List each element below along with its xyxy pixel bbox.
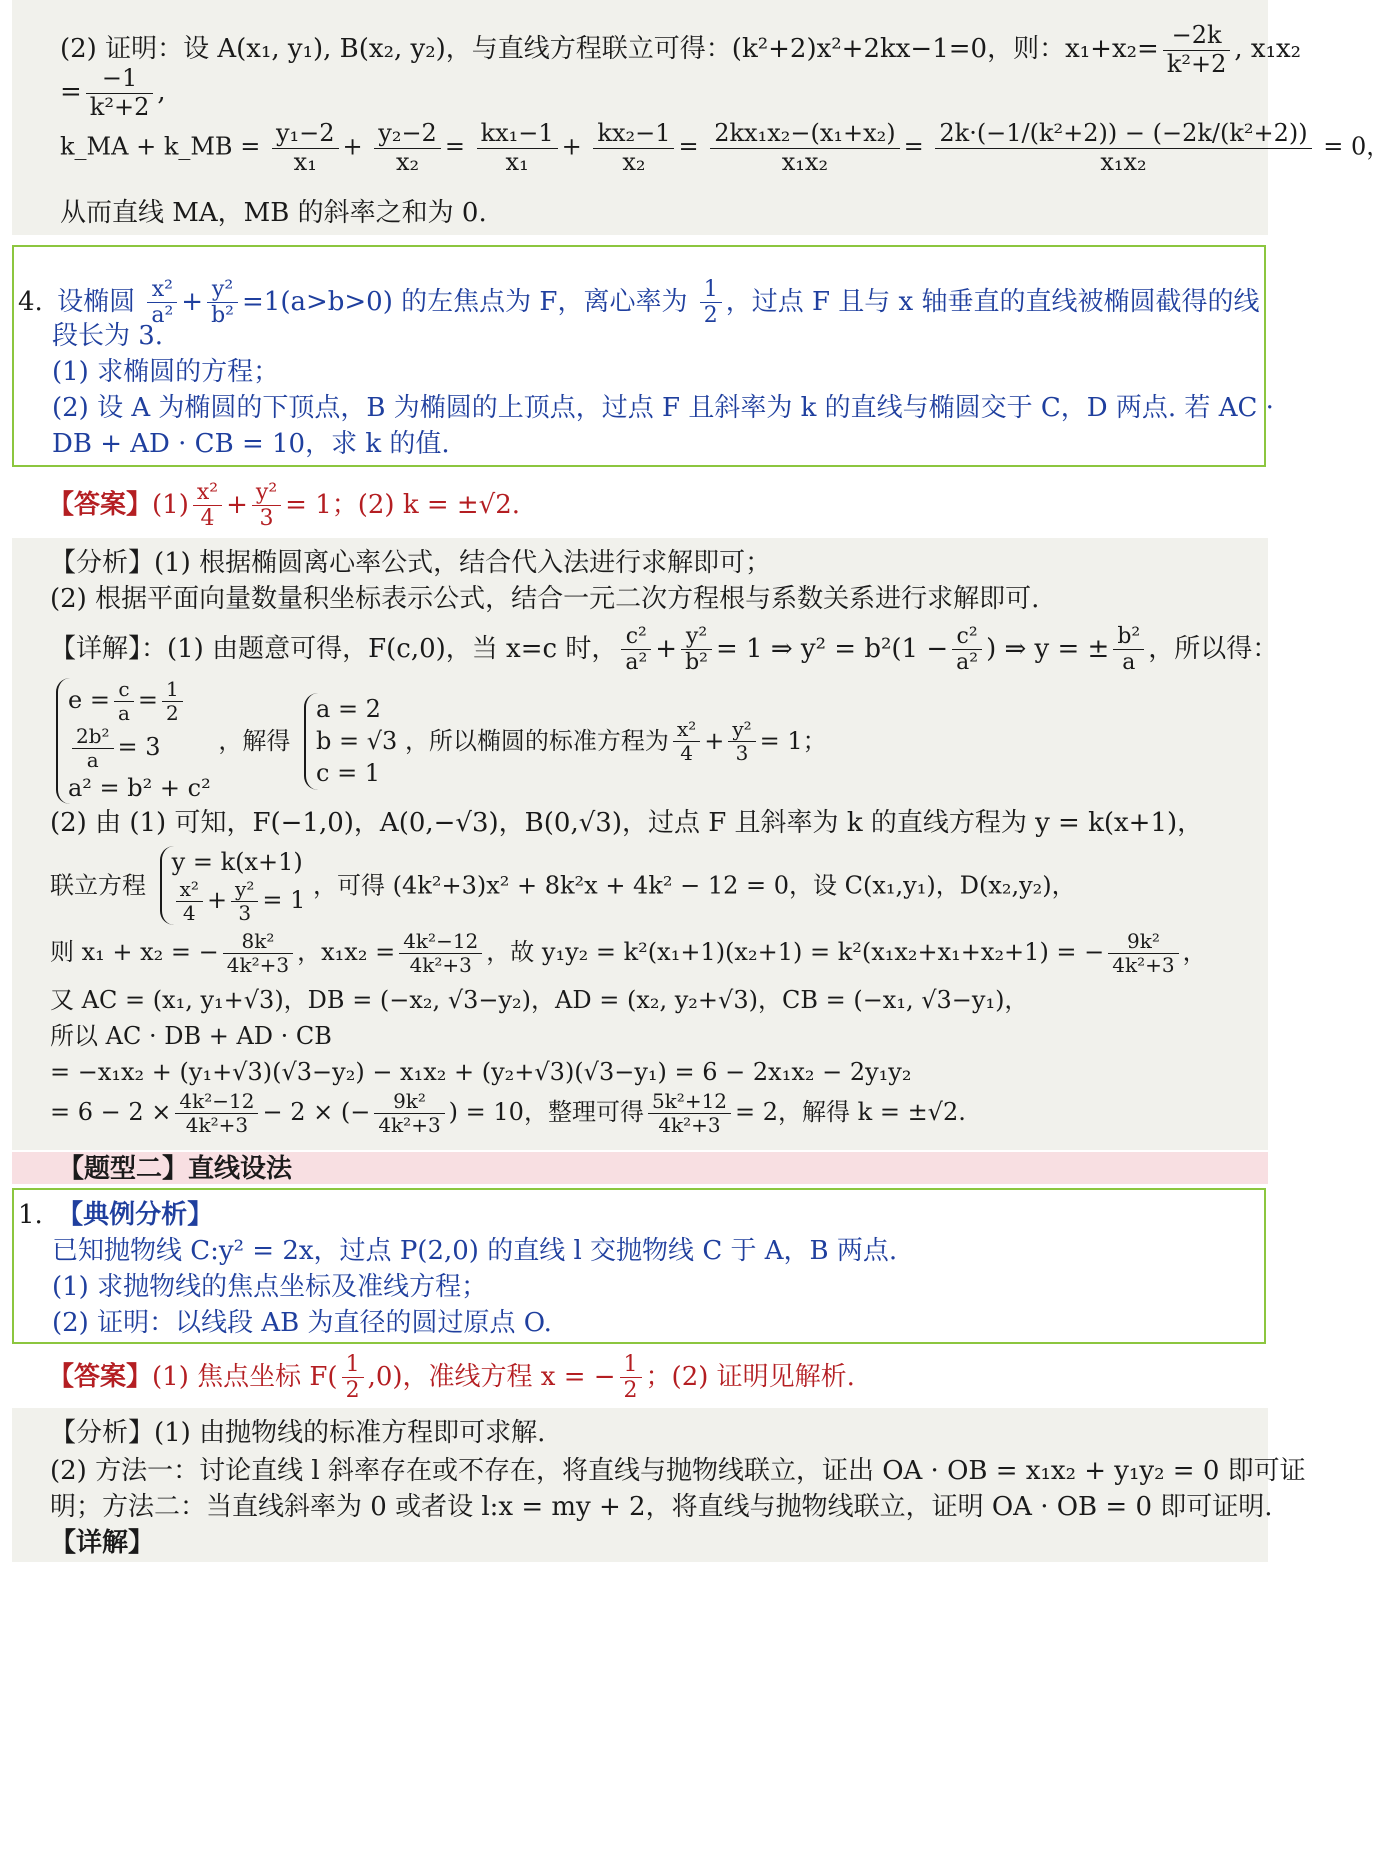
section-header xyxy=(12,1152,1268,1184)
analysis-line: (2) 方法一：讨论直线 l 斜率存在或不存在，将直线与抛物线联立，证出 OA · OB = x₁x₂ + y₁y₂ = 0 即可证 xyxy=(50,1456,1306,1486)
fraction: $\frac{\text{kx₂−1}}{\text{x₂}}$ xyxy=(593,120,674,176)
question-1-box xyxy=(12,1188,1266,1344)
equation-brace: e = $\frac{c}{a}$ = $\frac{1}{2}$ $\frac{\text{2b²}}{a}$ = 3 a² = b² + c² xyxy=(56,678,211,804)
detail-line-7: = −x₁x₂ + (y₁+√3)(√3−y₂) − x₁x₂ + (y₂+√3)(√3−y₁) = 6 − 2x₁x₂ − 2y₁y₂ xyxy=(50,1058,912,1086)
detail-line-5: 又 AC = (x₁, y₁+√3)，DB = (−x₂, √3−y₂)，AD = (x₂, y₂+√3)，CB = (−x₁, √3−y₁)， xyxy=(50,986,1029,1014)
proof-text: , x₁x₂ xyxy=(1234,34,1302,65)
answer-label: 【答案】 xyxy=(48,1361,153,1392)
question-number: 1. xyxy=(18,1200,43,1230)
question-4-line-2: 段长为 3. xyxy=(52,321,164,351)
fraction: $\frac{\text{x²}}{\text{a²}}$ xyxy=(147,277,177,329)
fraction: $\frac{-2k}{\text{k²+2}}$ xyxy=(1163,22,1231,78)
proof-conclusion: 从而直线 MA，MB 的斜率之和为 0. xyxy=(60,198,487,228)
fraction: $\frac{\text{c²}}{\text{a²}}$ xyxy=(621,624,651,676)
question-1-part-2: (2) 证明：以线段 AB 为直径的圆过原点 O. xyxy=(52,1308,552,1338)
answer-label: 【答案】 xyxy=(48,489,153,520)
fraction: $\frac{\text{y₂−2}}{\text{x₂}}$ xyxy=(374,120,441,176)
section-title: 【题型二】直线设法 xyxy=(58,1154,293,1184)
question-1-part-1: (1) 求抛物线的焦点坐标及准线方程； xyxy=(52,1272,488,1302)
question-4-part-2-cont: DB + AD · CB = 10，求 k 的值. xyxy=(52,429,450,459)
fraction: $\frac{1}{2}$ xyxy=(700,277,722,329)
analysis-1-block xyxy=(12,1408,1306,1562)
analysis-line: 【分析】(1) 由抛物线的标准方程即可求解. xyxy=(50,1418,546,1448)
detail-line-6: 所以 AC · DB + AD · CB xyxy=(50,1022,332,1050)
proof-text: (2) 证明：设 A(x₁, y₁), B(x₂, y₂)，与直线方程联立可得：(k²+2)x²+2kx−1=0，则：x₁+x₂= xyxy=(60,34,1159,65)
proof-block xyxy=(12,0,1390,235)
detail-line-4: 则 x₁ + x₂ = − $\frac{\text{8k²}}{\text{4k²+3}}$ ，x₁x₂ = $\frac{\text{4k²−12}}{\text{4k²+3}}$ ，故 y₁y₂ = k²(x₁+1)(x₂+1) = k²(x₁x₂+x₁+x₂+1) = − $\frac{\text{9k²}}{\text{4k²+3}}$ ， xyxy=(50,929,1207,977)
detail-line-2: (2) 由 (1) 可知，F(−1,0)，A(0,−√3)，B(0,√3)，过点 F 且斜率为 k 的直线方程为 y = k(x+1)， xyxy=(50,808,1204,838)
proof-line-3: k_MA + k_MB = $\frac{\text{y₁−2}}{\text{x₁}}$ + $\frac{\text{y₂−2}}{\text{x₂}}$ = $\frac{\text{kx₁−1}}{\text{x₁}}$ + $\frac{\text{kx₂−1}}{\text{x₂}}$ = $\frac{\text{2kx₁x₂−(x₁+x₂)}}{\text{x₁x₂}}$ = $\frac{\text{2k·(−1/(k²+2)) − (−2k/(k²+2))}}{\text{x₁x₂}}$ = 0， xyxy=(60,119,1390,176)
detail-line-3: 联立方程 y = k(x+1) $\frac{\text{x²}}{4}$ + $\frac{\text{y²}}{3}$ = 1 ，可得 (4k²+3)x² + 8k²x + 4k² − 12 = 0，设 C(x₁,y₁)，D(x₂,y₂)， xyxy=(50,848,1076,926)
question-4-part-1: (1) 求椭圆的方程； xyxy=(52,357,280,387)
fraction: $\frac{\text{2kx₁x₂−(x₁+x₂)}}{\text{x₁x₂}}$ xyxy=(710,120,899,176)
question-1-stem: 已知抛物线 C:y² = 2x，过点 P(2,0) 的直线 l 交抛物线 C 于 A，B 两点. xyxy=(52,1236,898,1266)
analysis-line: (2) 根据平面向量数量积坐标表示公式，结合一元二次方程根与系数关系进行求解即可. xyxy=(50,584,1040,614)
fraction: $\frac{\text{c²}}{\text{a²}}$ xyxy=(952,624,982,676)
fraction: $\frac{\text{y₁−2}}{\text{x₁}}$ xyxy=(272,120,339,176)
fraction: $\frac{-1}{\text{k²+2}}$ xyxy=(86,65,154,121)
fraction: $\frac{\text{y²}}{3}$ xyxy=(252,480,281,532)
proof-line-2: = $\frac{-1}{\text{k²+2}}$ , xyxy=(60,64,166,121)
analysis-4-block xyxy=(12,538,1279,1150)
answer-1: 【答案】(1) 焦点坐标 F( $\frac{1}{2}$ ,0)，准线方程 x = − $\frac{1}{2}$ ；(2) 证明见解析. xyxy=(48,1352,855,1404)
detail-line-1: 【详解】：(1) 由题意可得，F(c,0)，当 x=c 时， $\frac{\text{c²}}{\text{a²}}$ + $\frac{\text{y²}}{\text{b²}}$ = 1 ⇒ y² = b²(1 − $\frac{\text{c²}}{\text{a²}}$ ) ⇒ y = ± $\frac{\text{b²}}{a}$ ，所以得： xyxy=(50,624,1279,676)
fraction: $\frac{\text{x²}}{4}$ xyxy=(193,480,222,532)
question-4-part-2: (2) 设 A 为椭圆的下顶点，B 为椭圆的上顶点，过点 F 且斜率为 k 的直线与椭圆交于 C，D 两点. 若 AC · xyxy=(52,393,1274,423)
equation-brace: a = 2 b = √3 c = 1 xyxy=(304,693,397,790)
system-of-equations-1: e = $\frac{c}{a}$ = $\frac{1}{2}$ $\frac{\text{2b²}}{a}$ = 3 a² = b² + c² ，解得 a = 2 b = √3 c = 1 ，所以椭圆的标准方程为 $\frac{\text{x²}}{4}$ + $\frac{\text{y²}}{3}$ = 1； xyxy=(50,678,827,804)
fraction: $\frac{\text{2k·(−1/(k²+2)) − (−2k/(k²+2))}}{\text{x₁x₂}}$ xyxy=(935,120,1311,176)
fraction: $\frac{\text{y²}}{\text{b²}}$ xyxy=(207,277,238,329)
question-1-line-1: 1. 【典例分析】 xyxy=(18,1200,214,1230)
question-number: 4. xyxy=(18,286,43,317)
analysis-line: 【分析】(1) 根据椭圆离心率公式，结合代入法进行求解即可； xyxy=(50,548,772,578)
fraction: $\frac{\text{y²}}{\text{b²}}$ xyxy=(681,624,712,676)
answer-4: 【答案】(1) $\frac{\text{x²}}{4}$ + $\frac{\text{y²}}{3}$ = 1；(2) k = ±√2. xyxy=(48,480,521,532)
fraction: $\frac{\text{kx₁−1}}{\text{x₁}}$ xyxy=(477,120,558,176)
equation-brace: y = k(x+1) $\frac{\text{x²}}{4}$ + $\frac{\text{y²}}{3}$ = 1 xyxy=(160,846,306,925)
detail-line-8: = 6 − 2 × $\frac{\text{4k²−12}}{\text{4k²+3}}$ − 2 × (− $\frac{\text{9k²}}{\text{4k²+3}}$ ) = 10，整理可得 $\frac{\text{5k²+12}}{\text{4k²+3}}$ = 2，解得 k = ±√2. xyxy=(50,1089,966,1137)
detail-label: 【详解】 xyxy=(50,1528,155,1558)
question-4-box xyxy=(12,245,1274,467)
question-4-line-1: 4. 设椭圆 $\frac{\text{x²}}{\text{a²}}$ + $\frac{\text{y²}}{\text{b²}}$ =1(a>b>0) 的左焦点为 F，离心率为 $\frac{1}{2}$ ，过点 F 且与 x 轴垂直的直线被椭圆截得的线 xyxy=(18,277,1260,329)
proof-line-1 xyxy=(60,22,1301,78)
fraction: $\frac{\text{b²}}{a}$ xyxy=(1113,624,1144,676)
analysis-line: 明；方法二：当直线斜率为 0 或者设 l:x = my + 2，将直线与抛物线联立，证明 OA · OB = 0 即可证明. xyxy=(50,1492,1273,1522)
